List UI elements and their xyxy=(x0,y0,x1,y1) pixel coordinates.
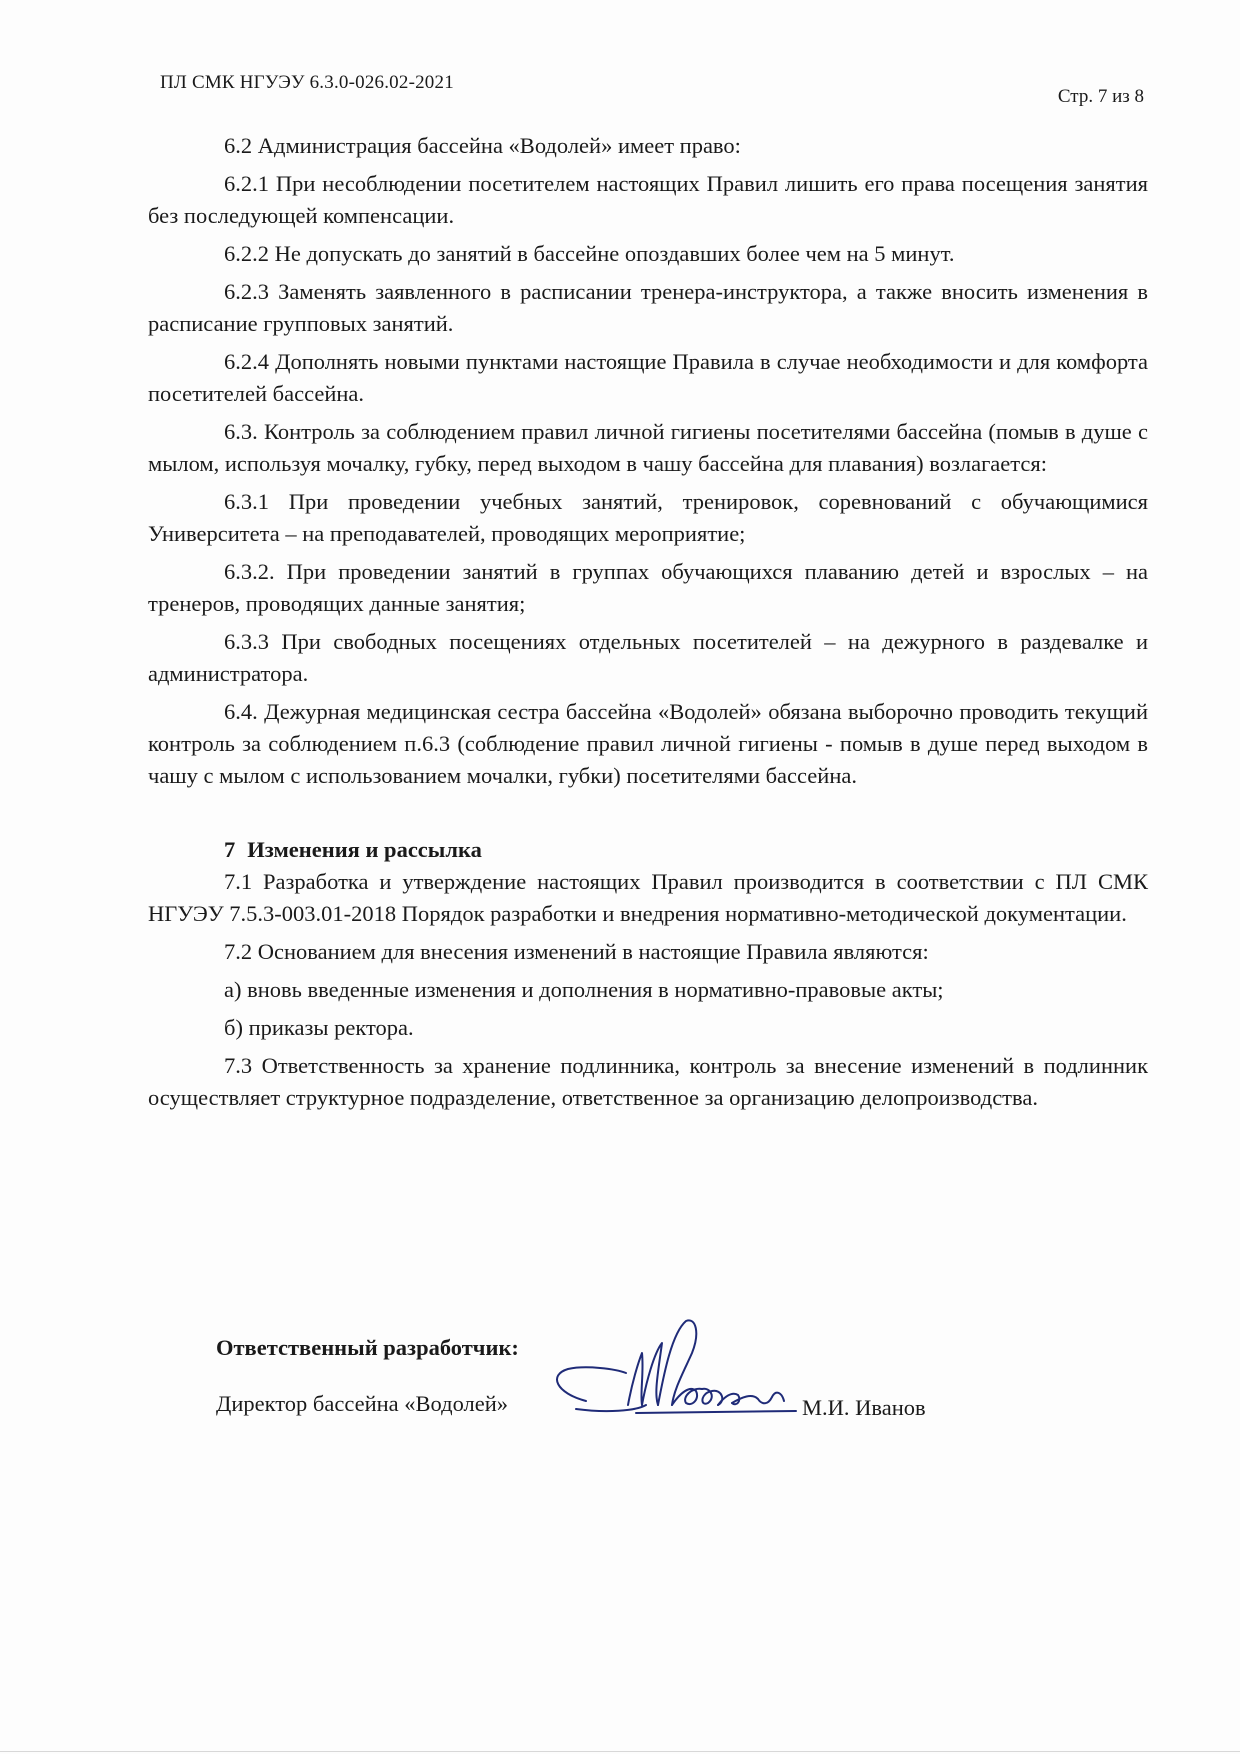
signer-position: Директор бассейна «Водолей» xyxy=(216,1391,509,1416)
handwritten-signature xyxy=(546,1313,836,1433)
paragraph-6-2-4: 6.2.4 Дополнять новыми пунктами настоящие Правила в случае необходимости и для комфорта посетителей бассейна. xyxy=(148,349,1148,406)
document-code: ПЛ СМК НГУЭУ 6.3.0-026.02-2021 xyxy=(160,72,454,93)
paragraph-7-1: 7.1 Разработка и утверждение настоящих Правил производится в соответствии с ПЛ СМК НГУЭУ 7.5.3-003.01-2018 Порядок разработки и внедрения нормативно-методической документации. xyxy=(148,869,1148,926)
document-body xyxy=(148,130,1148,1120)
page-number: Стр. 7 из 8 xyxy=(1057,86,1144,107)
signature-block xyxy=(216,1335,1016,1445)
section-7-heading xyxy=(148,834,1148,866)
paragraph-7-3: 7.3 Ответственность за хранение подлинника, контроль за внесение изменений в подлинник осуществляет структурное подразделение, ответственное за организацию делопроизводства. xyxy=(148,1053,1148,1110)
paragraph-7-2-a: а) вновь введенные изменения и дополнения в нормативно-правовые акты; xyxy=(224,977,944,1002)
paragraph-6-4: 6.4. Дежурная медицинская сестра бассейна «Водолей» обязана выборочно проводить текущий контроль за соблюдением п.6.3 (соблюдение правил личной гигиены - помыв в душе перед выходом в чашу с мылом с использованием мочалки, губки) посетителями бассейна. xyxy=(148,699,1148,788)
paragraph-6-2-2: 6.2.2 Не допускать до занятий в бассейне опоздавших более чем на 5 минут. xyxy=(224,241,955,266)
paragraph-6-2-1: 6.2.1 При несоблюдении посетителем настоящих Правил лишить его права посещения занятия без последующей компенсации. xyxy=(148,171,1148,228)
section-7-title: Изменения и рассылка xyxy=(247,837,482,862)
paragraph-6-3: 6.3. Контроль за соблюдением правил личной гигиены посетителями бассейна (помыв в душе с мылом, используя мочалку, губку, перед выходом в чашу бассейна для плавания) возлагается: xyxy=(148,419,1148,476)
paragraph-6-2-3: 6.2.3 Заменять заявленного в расписании тренера-инструктора, а также вносить изменения в расписание групповых занятий. xyxy=(148,279,1148,336)
paragraph-6-3-2: 6.3.2. При проведении занятий в группах обучающихся плаванию детей и взрослых – на тренеров, проводящих данные занятия; xyxy=(148,559,1148,616)
paragraph-7-2-b: б) приказы ректора. xyxy=(224,1015,414,1040)
paragraph-6-2: 6.2 Администрация бассейна «Водолей» имеет право: xyxy=(224,133,741,158)
paragraph-6-3-3: 6.3.3 При свободных посещениях отдельных посетителей – на дежурного в раздевалке и администратора. xyxy=(148,629,1148,686)
paragraph-7-2: 7.2 Основанием для внесения изменений в настоящие Правила являются: xyxy=(224,939,929,964)
section-7-number: 7 xyxy=(224,837,236,862)
responsible-developer-label: Ответственный разработчик: xyxy=(216,1335,519,1360)
paragraph-6-3-1: 6.3.1 При проведении учебных занятий, тренировок, соревнований с обучающимися Университета – на преподавателей, проводящих мероприятие; xyxy=(148,489,1148,546)
scan-edge-line xyxy=(0,1751,1240,1752)
signer-name: М.И. Иванов xyxy=(802,1395,926,1420)
